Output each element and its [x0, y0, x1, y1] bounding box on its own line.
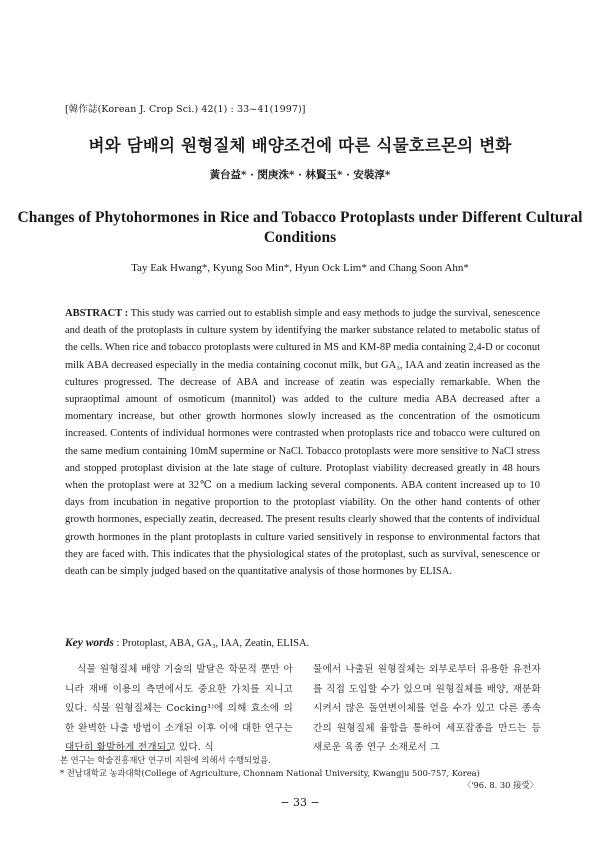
footnote-funding: 본 연구는 학술진흥재단 연구비 지원에 의해서 수행되었음.: [60, 755, 271, 765]
journal-citation: [韓作誌(Korean J. Crop Sci.) 42(1) : 33~41(1997)]: [65, 104, 306, 115]
abstract-label: ABSTRACT :: [65, 308, 129, 319]
english-title: Changes of Phytohormones in Rice and Tobacco Protoplasts under Different Cultural Conditions: [17, 209, 583, 246]
korean-title: 벼와 담배의 원형질체 배양조건에 따른 식물호르몬의 변화: [88, 136, 512, 155]
english-authors: Tay Eak Hwang*, Kyung Soo Min*, Hyun Ock Lim* and Chang Soon Ahn*: [131, 262, 469, 274]
footnote-affiliation: * 전남대학교 농과대학(College of Agriculture, Chonnam National University, Kwangju 500-757, Korea): [60, 767, 480, 778]
keywords-label: Key words: [65, 637, 114, 649]
keywords-text: : Protoplast, ABA, GA₃, IAA, Zeatin, ELISA.: [113, 638, 310, 649]
received-date: 〈'96. 8. 30 接受〉: [462, 780, 538, 790]
korean-authors: 黃台益* · 閔庚洙* · 林賢玉* · 安裝淳*: [209, 169, 391, 181]
keywords: [65, 637, 540, 649]
body-right-column: 물에서 나출된 원형질체는 외부로부터 유용한 유전자를 직접 도입할 수가 있으며 원형질체를 배양, 재분화시켜서 많은 돌연변이체를 얻을 수가 있고 다른 종속간의 원형질체 융합을 통하여 세포잡종을 만드는 등 새로운 육종 연구 소재로서 그: [313, 664, 541, 753]
footnotes: [60, 754, 544, 779]
page-number: − 33 −: [280, 796, 320, 809]
footnote-divider: [65, 750, 170, 751]
abstract: [65, 305, 540, 580]
body-left-column: 식물 원형질체 배양 기술의 발달은 학문적 뿐만 아니라 재배 이용의 측면에서도 중요한 가치를 지니고 있다. 식물 원형질체는 Cocking¹⁾에 의해 효소에 의한 완벽한 나출 방법이 소개된 이후 이에 대한 연구는 대단히 활발하게 전개되고 있다. 식: [65, 664, 293, 753]
abstract-text: This study was carried out to establish simple and easy methods to judge the survival, senescence and death of the protoplasts in culture system by identifying the marker substance related to metabolic status of the cells. When rice and tobacco protoplasts were cultured in MS and KM-8P media containing 2,4-D or coconut milk ABA decreased especially in the media containing coconut milk, but GA₃, IAA and zeatin increased as the cultures progressed. The decrease of ABA and increase of zeatin was especially remarkable. When the supraoptimal amount of osmoticum (mannitol) was added to the culture media ABA decreased after a momentary increase, but other growth hormones slowly increased as the concentration of the osmoticum increased. Contents of individual hormones were contrasted when protoplasts rice and tobacco were cultured on the same medium containing 10mM supermine or NaCl. Tobacco protoplasts were more sensitive to NaCl stress and stopped protoplast division at the late stage of culture. Protoplast viability decreased greatly in 48 hours when the protoplast were at 32℃ on a medium lacking several components. ABA content increased up to 10 days from incubation in negative proportion to the protoplast viability. On the other hand contents of other growth hormones, especially zeatin, decreased. The present results clearly showed that the contents of individual growth hormones in the plant protoplasts in culture varied sensitively in response to environmental factors that they are faced with. This indicates that the physiological states of the protoplast, such as survival, senescence or death can be simply judged based on the quantitative analysis of those hormones by ELISA.: [65, 308, 540, 578]
